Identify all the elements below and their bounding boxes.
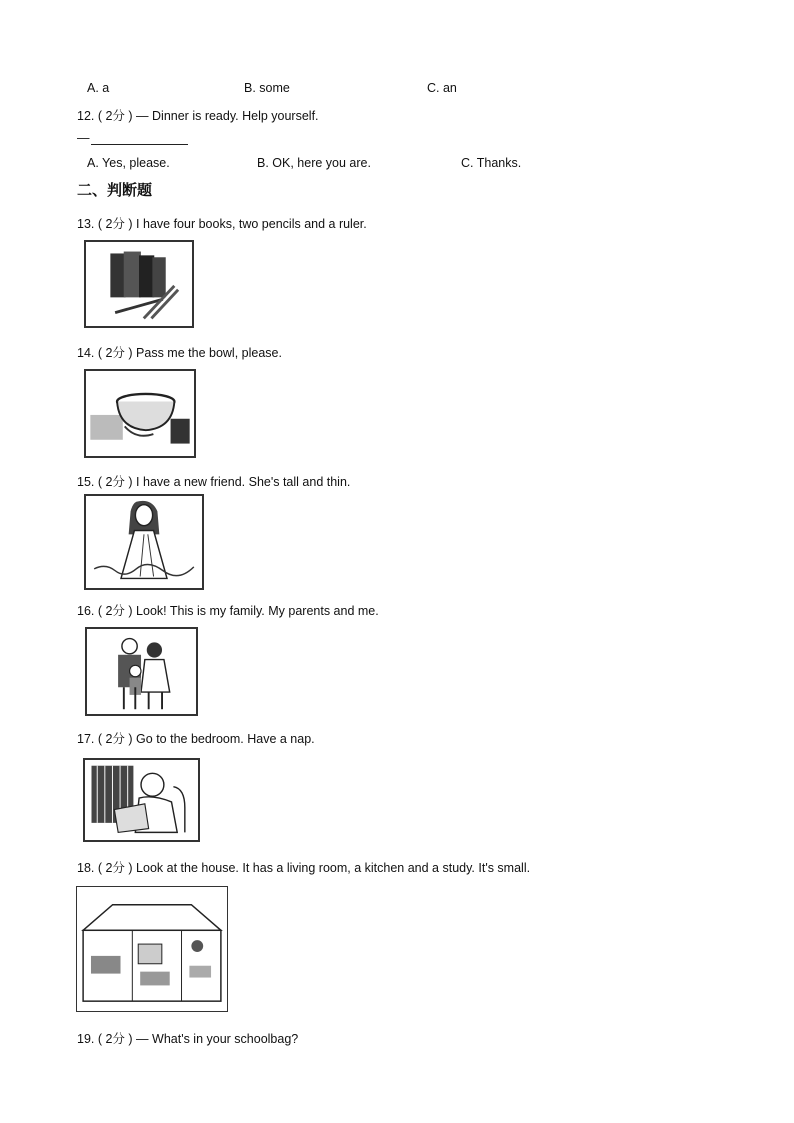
- q11-option-c[interactable]: C. an: [427, 81, 457, 95]
- q17-picture-reading: [83, 758, 200, 842]
- q14-picture-bowl: [84, 369, 196, 458]
- q12-option-a[interactable]: A. Yes, please.: [87, 156, 170, 170]
- q12-option-c[interactable]: C. Thanks.: [461, 156, 522, 170]
- q11-option-a[interactable]: A. a: [87, 81, 110, 95]
- q12-answer-dash: —: [77, 131, 90, 145]
- q16-stem: 16. ( 2分 ) Look! This is my family. My parents and me.: [77, 604, 379, 618]
- q14-stem: 14. ( 2分 ) Pass me the bowl, please.: [77, 346, 282, 360]
- q13-stem: 13. ( 2分 ) I have four books, two pencils and a ruler.: [77, 217, 367, 231]
- q18-picture-house: [76, 886, 228, 1012]
- q16-picture-family: [85, 627, 198, 716]
- q15-stem: 15. ( 2分 ) I have a new friend. She's tall and thin.: [77, 475, 351, 489]
- q12-option-b[interactable]: B. OK, here you are.: [257, 156, 371, 170]
- q12-answer-blank[interactable]: [91, 144, 188, 145]
- q19-stem: 19. ( 2分 ) — What's in your schoolbag?: [77, 1032, 299, 1046]
- q18-stem: 18. ( 2分 ) Look at the house. It has a living room, a kitchen and a study. It's small.: [77, 861, 531, 875]
- section-title: 二、判断题: [77, 181, 153, 199]
- q12-stem: 12. ( 2分 ) — Dinner is ready. Help yourself.: [77, 109, 319, 123]
- q13-picture-books-pencils: [84, 240, 194, 328]
- q15-picture-girl: [84, 494, 204, 590]
- q11-option-b[interactable]: B. some: [244, 81, 290, 95]
- q17-stem: 17. ( 2分 ) Go to the bedroom. Have a nap.: [77, 732, 315, 746]
